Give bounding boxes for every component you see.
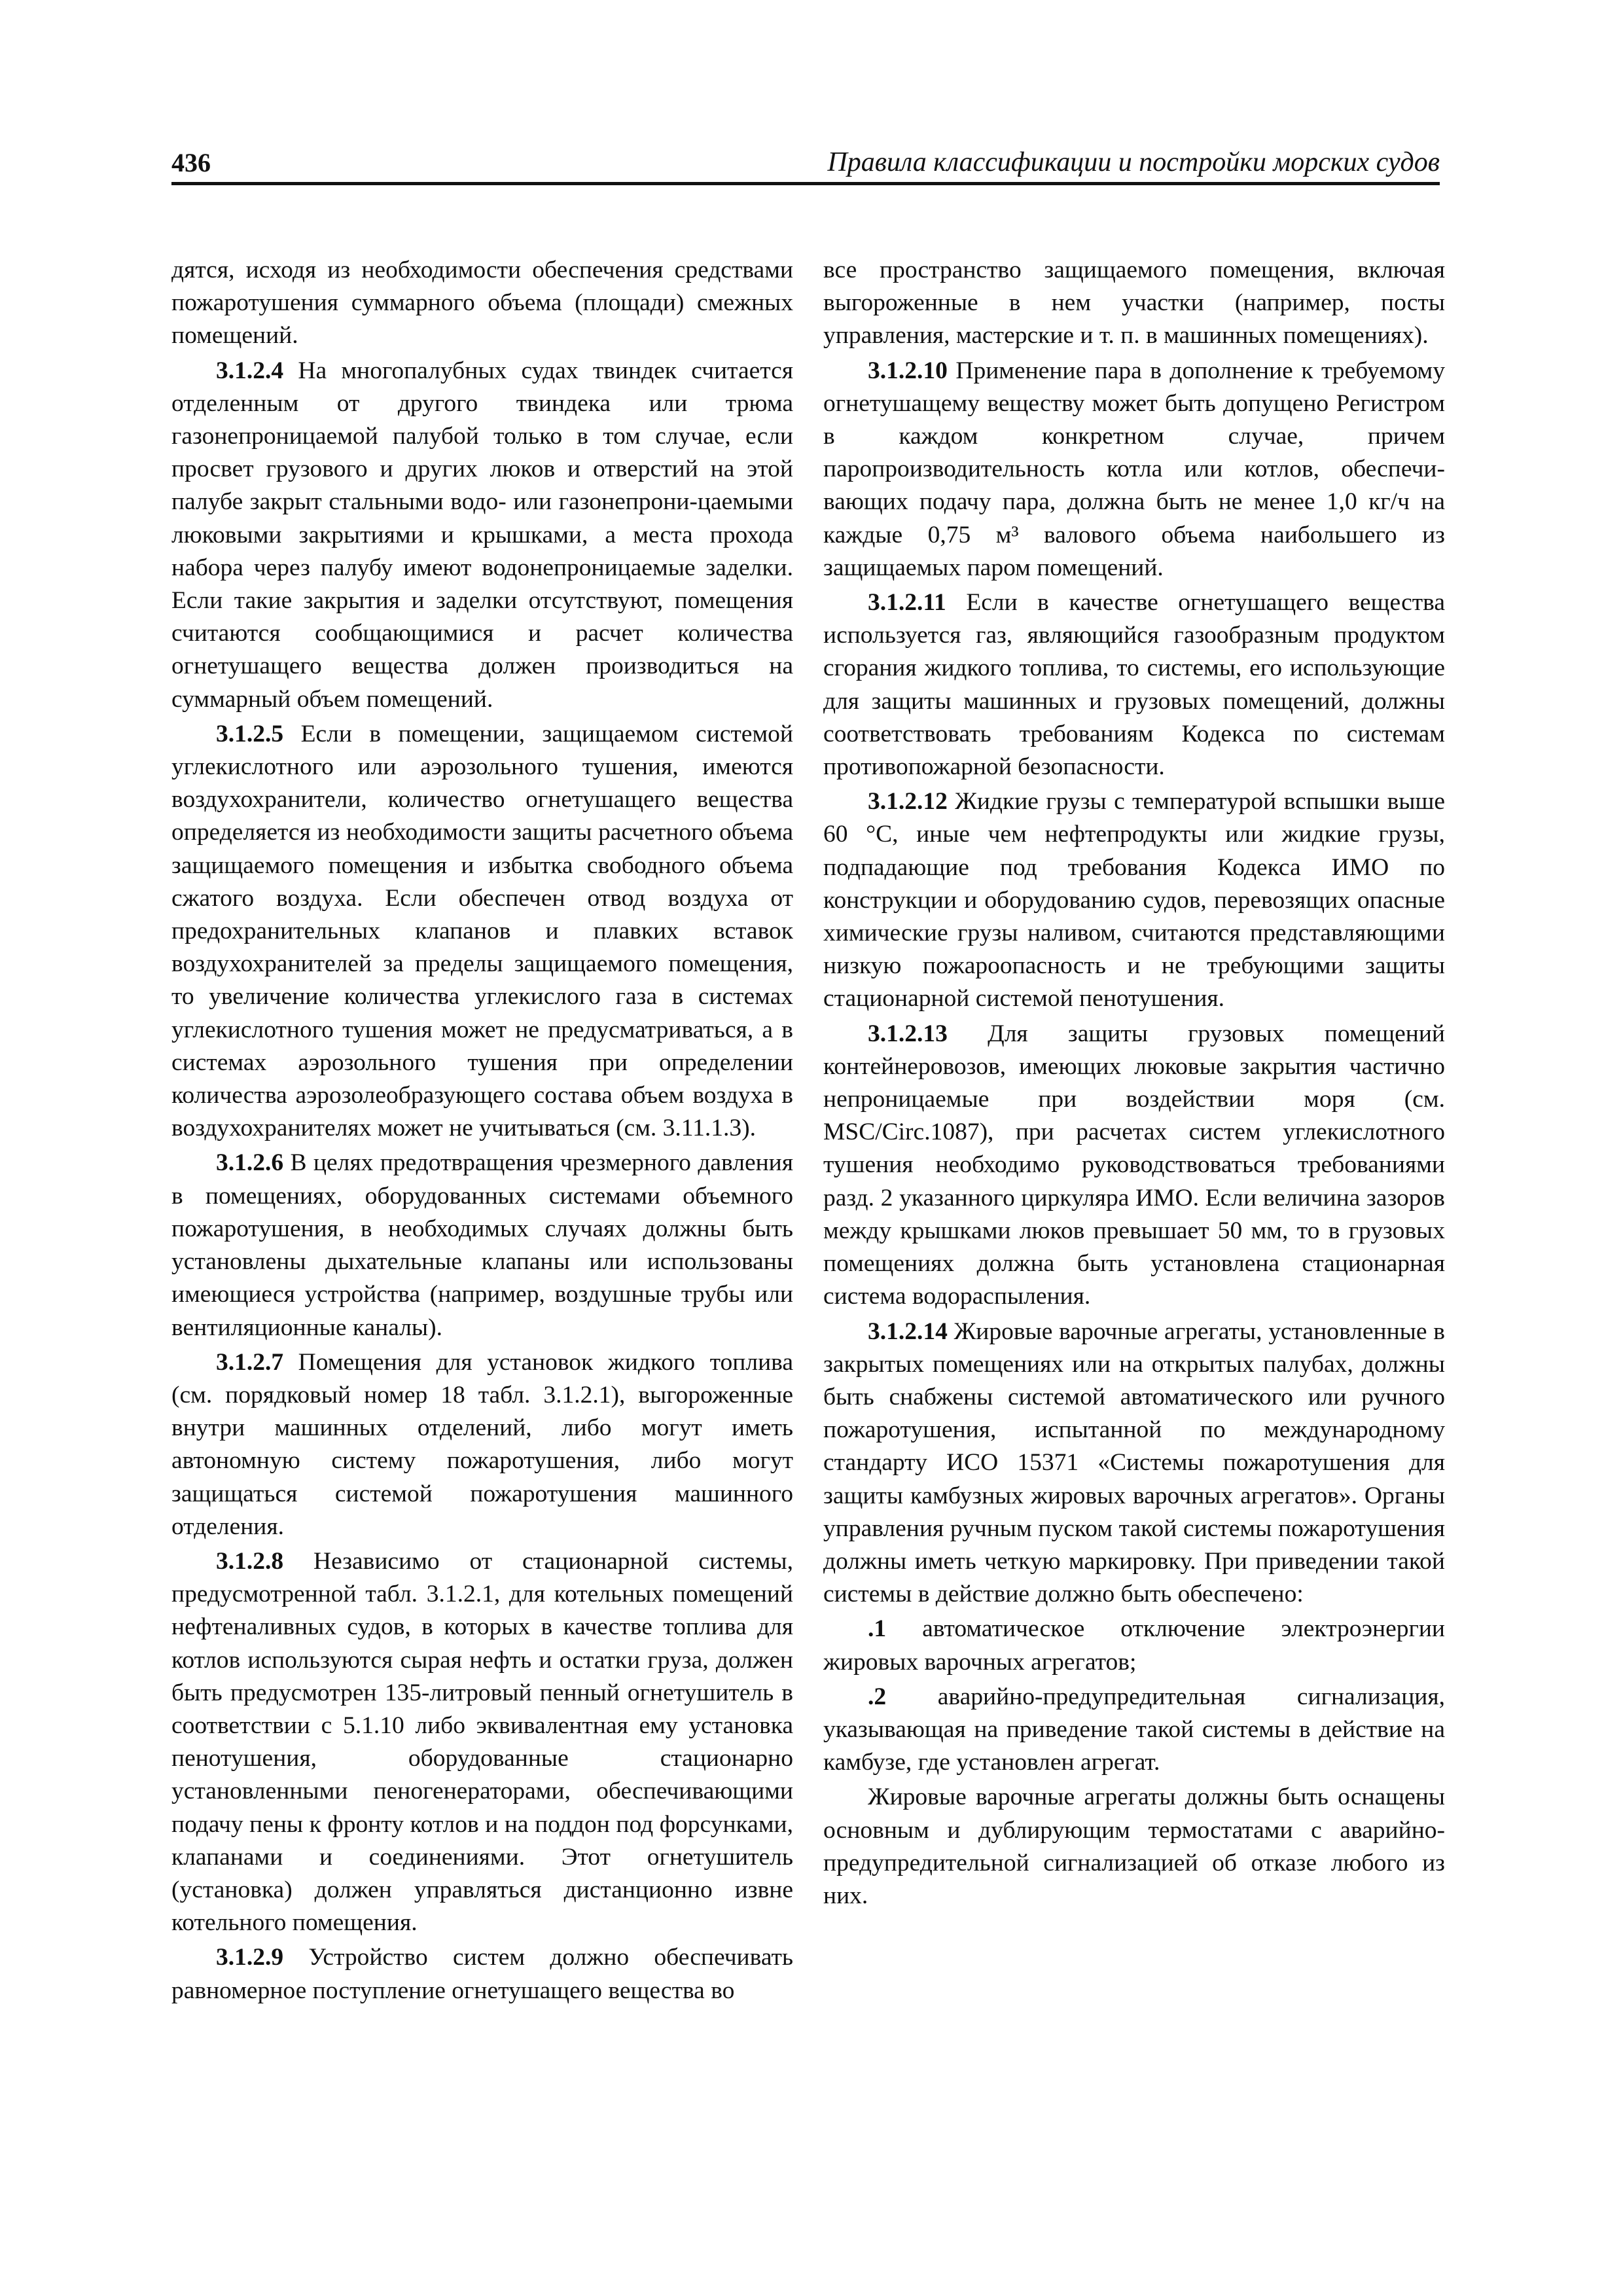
paragraph-3-1-2-14 [823,1316,1445,1611]
paragraph-3-1-2-6 [171,1147,793,1344]
paragraph-text: все пространство защищаемого помещения, включая выгороженные в нем участки (например, посты управления, мастерские и т. п. в машинных помещениях). [823,257,1445,350]
paragraph-text: Устройство систем должно обеспечивать равномерное поступление огнетушащего вещества во [171,1944,793,2004]
paragraph-3-1-2-12 [823,785,1445,1015]
paragraph-text: Если в помещении, защищаемом системой углекислотного или аэрозольного тушения, имеются воздухохранители, количество огнетушащего вещества определяется из необходимости защиты расчетного объема защищаемого помещения и избытка свободного объема сжатого воздуха. Если обеспечен отвод воздуха от предохранительных клапанов и плавких вставок воздухохранителей за пределы защищаемого помещения, то увеличение количества углекислого газа в системах углекислотного тушения может не предусматриваться, а в системах аэрозольного тушения при определении количества аэрозолеобразующего состава объем воздуха в воздухохранителях может не учитываться (см. 3.11.1.3). [171,720,793,1142]
page-number: 436 [171,148,211,177]
paragraph-3-1-2-4 [171,355,793,716]
paragraph-text: Жировые варочные агрегаты должны быть оснащены основным и дублирующим термостатами с аварийно-предупредительной сигнализацией об отказе любого из них. [823,1784,1445,1909]
paragraph-3-1-2-9 [171,1941,793,2007]
paragraph-text: Для защиты грузовых помещений контейнеровозов, имеющих люковые закрытия частично непроницаемые при воздействии моря (см. MSC/Circ.1087), при расчетах систем углекислотного тушения необходимо руководствоваться требованиями разд. 2 указанного циркуляра ИМО. Если величина зазоров между крышками люков превышает 50 мм, то в грузовых помещениях должна быть установлена стационарная система водораспыления. [823,1020,1445,1310]
paragraph-continuation [823,254,1445,353]
running-title: Правила классификации и постройки морских судов [827,147,1440,177]
paragraph-text: Независимо от стационарной системы, предусмотренной табл. 3.1.2.1, для котельных помещений нефтеналивных судов, в которых в качестве топлива для котлов используются сырая нефть и остатки груза, должен быть предусмотрен 135-литровый пенный огнетушитель в соответствии с 5.1.10 либо эквивалентная ему установка пенотушения, оборудованные стационарно установленными пеногенераторами, обеспечивающими подачу пены к фронту котлов и на поддон под форсунками, клапанами и соединениями. Этот огнетушитель (установка) должен управляться дистанционно извне котельного помещения. [171,1547,793,1937]
clause-number: 3.1.2.11 [868,589,946,617]
paragraph-text: Применение пара в дополнение к требуемому огнетушащему веществу может быть допущено Регистром в каждом конкретном случае, причем паропроизводительность котла или котлов, обеспечивающих подачу пара, должна быть не менее 1,0 кг/ч на каждые 0,75 м³ валового объема наибольшего из защищаемых паром помещений. [823,357,1445,581]
paragraph-continuation [171,254,793,353]
paragraph-text: В целях предотвращения чрезмерного давления в помещениях, оборудованных системами объемного пожаротушения, в необходимых случаях должны быть установлены дыхательные клапаны или использованы имеющиеся устройства (например, воздушные трубы или вентиляционные каналы). [171,1149,793,1341]
paragraph-text: автоматическое отключение электроэнергии жировых варочных агрегатов; [823,1615,1445,1676]
list-item-1 [823,1613,1445,1678]
paragraph-text: дятся, исходя из необходимости обеспечения средствами пожаротушения суммарного объема (площади) смежных помещений. [171,257,793,350]
list-marker: .1 [868,1615,887,1643]
list-marker: .2 [868,1683,887,1710]
clause-number: 3.1.2.13 [868,1020,948,1047]
clause-number: 3.1.2.14 [868,1318,948,1345]
paragraph-3-1-2-7 [171,1346,793,1543]
paragraph-text: Если в качестве огнетушащего вещества используется газ, являющийся газообразным продуктом сгорания жидкого топлива, то системы, его использующие для защиты машинных и грузовых помещений, должны соответствовать требованиям Кодекса по системам противопожарной безопасности. [823,589,1445,781]
paragraph-3-1-2-8 [171,1545,793,1939]
clause-number: 3.1.2.6 [216,1149,284,1177]
clause-number: 3.1.2.9 [216,1944,284,1971]
list-item-2 [823,1681,1445,1780]
paragraph-3-1-2-13 [823,1018,1445,1314]
clause-number: 3.1.2.4 [216,357,284,384]
clause-number: 3.1.2.10 [868,357,948,384]
paragraph-3-1-2-11 [823,586,1445,783]
right-column [823,254,1445,1914]
paragraph-text: На многопалубных судах твиндек считается отделенным от другого твиндека или трюма газонепроницаемой палубой только в том случае, если просвет грузового и других люков и отверстий на этой палубе закрыт стальными водо- или газонепрони-цаемыми люковыми закрытиями и крышками, а места прохода набора через палубу имеют водонепроницаемые заделки. Если такие закрытия и заделки отсутствуют, помещения считаются сообщающимися и расчет количества огнетушащего вещества должен производиться на суммарный объем помещений. [171,357,793,713]
page-header [171,145,1440,185]
paragraph-text: Помещения для установок жидкого топлива (см. порядковый номер 18 табл. 3.1.2.1), выгороженные внутри машинных отделений, либо могут иметь автономную систему пожаротушения, либо могут защищаться системой пожаротушения машинного отделения. [171,1348,793,1540]
paragraph-final [823,1781,1445,1912]
clause-number: 3.1.2.7 [216,1348,284,1376]
paragraph-text: Жидкие грузы с температурой вспышки выше 60 °С, иные чем нефтепродукты или жидкие грузы, подпадающие под требования Кодекса ИМО по конструкции и оборудованию судов, перевозящих опасные химические грузы наливом, считаются представляющими низкую пожароопасность и не требующими защиты стационарной системой пенотушения. [823,788,1445,1013]
paragraph-3-1-2-10 [823,355,1445,584]
paragraph-3-1-2-5 [171,718,793,1145]
paragraph-text: Жировые варочные агрегаты, установленные в закрытых помещениях или на открытых палубах, должны быть снабжены системой автоматического или ручного пожаротушения, испытанной по международному стандарту ИСО 15371 «Системы пожаротушения для защиты камбузных жировых варочных агрегатов». Органы управления ручным пуском такой системы пожаротушения должны иметь четкую маркировку. При приведении такой системы в действие должно быть обеспечено: [823,1318,1445,1608]
clause-number: 3.1.2.8 [216,1547,284,1575]
left-column [171,254,793,2009]
clause-number: 3.1.2.12 [868,788,948,816]
paragraph-text: аварийно-предупредительная сигнализация, указывающая на приведение такой системы в действие на камбузе, где установлен агрегат. [823,1683,1445,1776]
clause-number: 3.1.2.5 [216,720,284,747]
